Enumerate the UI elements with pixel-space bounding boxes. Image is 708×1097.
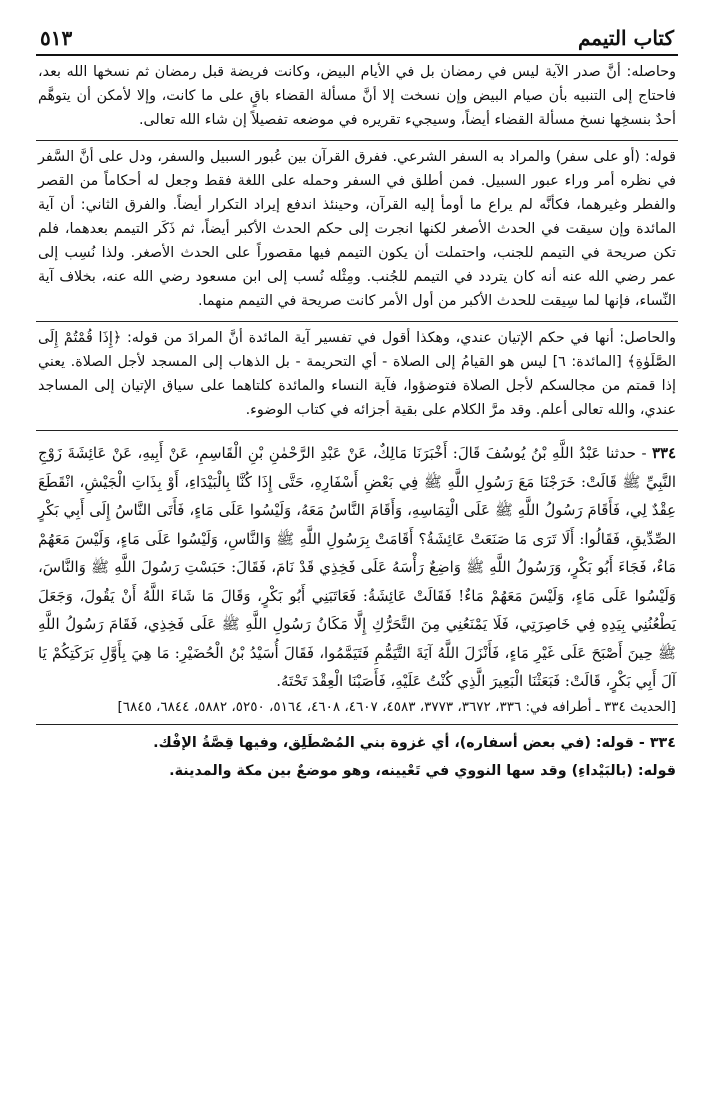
note-paragraph: ٣٣٤ - قوله: (في بعض أسفاره)، أي غزوة بني المُصْطَلِق، وفيها قِصَّةُ الإفْك. <box>153 734 676 751</box>
chapter-title: كتاب التيمم <box>577 26 674 50</box>
hadith-number: ٣٣٤ <box>652 444 676 462</box>
hadith-references: [الحديث ٣٣٤ ـ أطرافه في: ٣٣٦، ٣٦٧٢، ٣٧٧٣، ٤٥٨٣، ٤٦٠٧، ٤٦٠٨، ٥١٦٤، ٥٢٥٠، ٥٨٨٢، ٦٨٤٤، ٦٨٤٥] <box>117 698 676 715</box>
hadith-body: - حدثنا عَبْدُ اللَّهِ بْنُ يُوسُفَ قَالَ: أَخْبَرَنَا مَالِكٌ، عَنْ عَبْدِ الرَّحْمٰنِ بْنِ الْقَاسِمِ، عَنْ أَبِيهِ، عَنْ عَائِشَةَ زَوْجِ النَّبِيِّ ﷺ قَالَتْ: خَرَجْنَا مَعَ رَسُولِ اللَّهِ ﷺ فِي بَعْضِ أَسْفَارِهِ، حَتَّى إِذَا كُنَّا بِالْبَيْدَاءِ، أَوْ بِذَاتِ الْجَيْشِ، انْقَطَعَ عِقْدٌ لِي، فَأَقَامَ رَسُولُ اللَّهِ ﷺ عَلَى الْتِمَاسِهِ، وَأَقَامَ النَّاسُ مَعَهُ، وَلَيْسُوا عَلَى مَاءٍ، فَأَتَى النَّاسُ إِلَى أَبِي بَكْرٍ الصِّدِّيقِ، فَقَالُوا: أَلَا تَرَى مَا صَنَعَتْ عَائِشَةُ؟ أَقَامَتْ بِرَسُولِ اللَّهِ ﷺ وَالنَّاسِ، وَلَيْسُوا عَلَى مَاءٍ، وَلَيْسَ مَعَهُمْ مَاءٌ، فَجَاءَ أَبُو بَكْرٍ، وَرَسُولُ اللَّهِ ﷺ وَاضِعٌ رَأْسَهُ عَلَى فَخِذِي قَدْ نَامَ، فَقَالَ: حَبَسْتِ رَسُولَ اللَّهِ ﷺ وَالنَّاسَ، وَلَيْسُوا عَلَى مَاءٍ، وَلَيْسَ مَعَهُمْ مَاءٌ! فَقَالَتْ عَائِشَةُ: فَعَاتَبَنِي أَبُو بَكْرٍ، وَقَالَ مَا شَاءَ اللَّهُ أَنْ يَقُولَ، وَجَعَلَ يَطْعُنُنِي بِيَدِهِ فِي خَاصِرَتِي، فَلَا يَمْنَعُنِي مِنَ التَّحَرُّكِ إِلَّا مَكَانُ رَسُولِ اللَّهِ ﷺ عَلَى فَخِذِي، فَقَامَ رَسُولُ اللَّهِ ﷺ حِينَ أَصْبَحَ عَلَى غَيْرِ مَاءٍ، فَأَنْزَلَ اللَّهُ آيَةَ التَّيَمُّمِ فَتَيَمَّمُوا، فَقَالَ أُسَيْدُ بْنُ الْحُضَيْرِ: مَا هِيَ بِأَوَّلِ بَرَكَتِكُمْ يَا آلَ أَبِي بَكْرٍ، قَالَتْ: فَبَعَثْنَا الْبَعِيرَ الَّذِي كُنْتُ عَلَيْهِ، فَأَصَبْنَا الْعِقْدَ تَحْتَهُ. <box>38 444 676 690</box>
note-paragraph: قوله: (بالبَيْداءِ) وقد سها النووي في تَعْيينه، وهو موضعٌ بين مكة والمدينة. <box>169 762 676 779</box>
hadith-section <box>36 431 678 722</box>
page-header <box>36 26 678 56</box>
commentary-middle <box>36 141 678 319</box>
commentary-conclusion <box>36 322 678 428</box>
commentary-top <box>36 56 678 138</box>
commentary-paragraph: والحاصل: أنها في حكم الإتيان عندي، وهكذا أقول في تفسير آية المائدة أنَّ المرادَ من قوله: ﴿إِذَا قُمْتُمْ إِلَى الصَّلَوٰةِ﴾ [المائدة: ٦] ليس هو القيامُ إلى الصلاة - أي التحريمة - بل الذهاب إلى المسجد لأجل الصلاة. يعني إذا قمتم من مجالسكم لأجل الصلاة فتوضؤوا، فآية النساء والمائدة كلتاهما على سياق الإتيان إلى المساجد عندي، والله تعالى أعلم. وقد مرَّ الكلام على بقية أجزائه في كتاب الوضوء. <box>38 330 676 418</box>
hadith-text <box>38 439 676 696</box>
commentary-paragraph: قوله: (أو على سفر) والمراد به السفر الشرعي. ففرق القرآن بين عُبور السبيل والسفر، ودل على أنَّ السَّفر في نظره أمر وراء عبور السبيل. فمن أطلق في السفر وحمله على اللغة فقط وجعل له أحكاماً من القصر والفطر وغيرهما، فكأنَّه لم يراع ما أومأ إليه القرآن، وحينئذ اندفع إيراد التكرار أيضاً. والفرق الثاني: أن آية المائدة وإن سيقت في الحدث الأصغر لكنها انجرت إلى حكم الحدث الأكبر أيضاً، ثم ذَكَر التيمم بعدهما، فلم تكن صريحة في التيمم للجنب، واحتملت أن يكون التيمم فيها مقصوراً على الحدث الأصغر. ولذا نُسِب إلى عمر رضي الله عنه أنه كان يتردد في التيمم للجُنب. ومِثْله نُسب إلى ابن مسعود رضي الله عنه، بخلاف آية النِّساء، فإنها لما سِيقت للحدث الأكبر من أول الأمر كانت صريحة في التيمم منهما. <box>38 149 676 309</box>
hadith-notes <box>36 725 678 783</box>
page-number: ٥١٣ <box>40 26 73 50</box>
commentary-paragraph: وحاصله: أنَّ صدر الآية ليس في رمضان بل في الأيام البيض، وكانت فريضة قبل رمضان ثم نسخها الله بعد، فاحتاج إلى التنبيه بأن صيام البيض وإن نسخت إلا أنَّ مسألة القضاء باقٍ على ما كانت، وإلا لأمكن أن يتوهَّم أحدٌ بنسخِها نسخ مسألة القضاء أيضاً، وسيجيء تقريره في موضعه تفصيلاً إن شاء الله تعالى. <box>38 64 676 128</box>
